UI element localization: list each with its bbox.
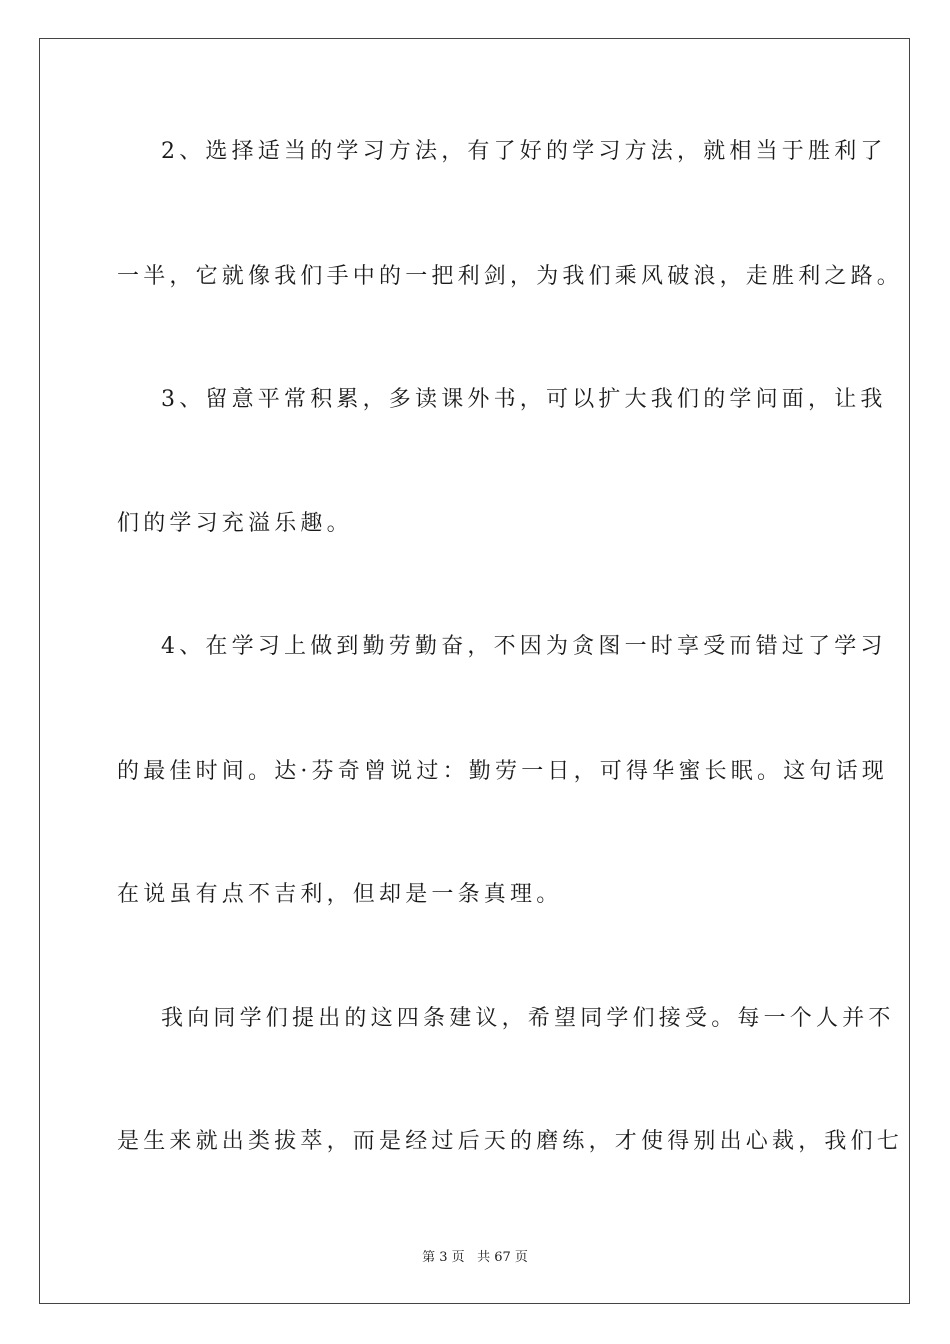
paragraph-4-line-2: 的最佳时间。达·芬奇曾说过：勤劳一日，可得华蜜长眠。这句话现: [117, 759, 888, 784]
paragraph-3-line-1: 3、留意平常积累，多读课外书，可以扩大我们的学问面，让我: [161, 387, 887, 412]
paragraph-4-line-1: 4、在学习上做到勤劳勤奋，不因为贪图一时享受而错过了学习: [161, 634, 887, 659]
paragraph-2-line-1: 2、选择适当的学习方法，有了好的学习方法，就相当于胜利了: [161, 139, 887, 164]
page-footer: [0, 1246, 950, 1265]
paragraph-5-line-1: 我向同学们提出的这四条建议，希望同学们接受。每一个人并不: [161, 1006, 895, 1031]
paragraph-4-line-3: 在说虽有点不吉利，但却是一条真理。: [117, 882, 563, 907]
page-number: 第 3 页: [422, 1250, 465, 1265]
paragraph-3-line-2: 们的学习充溢乐趣。: [117, 511, 353, 536]
page-border: [39, 38, 910, 1304]
paragraph-2-line-2: 一半，它就像我们手中的一把利剑，为我们乘风破浪，走胜利之路。: [117, 264, 904, 289]
page-total: 共 67 页: [477, 1250, 528, 1265]
paragraph-5-line-2: 是生来就出类拔萃，而是经过后天的磨练，才使得别出心裁，我们七: [117, 1129, 904, 1154]
